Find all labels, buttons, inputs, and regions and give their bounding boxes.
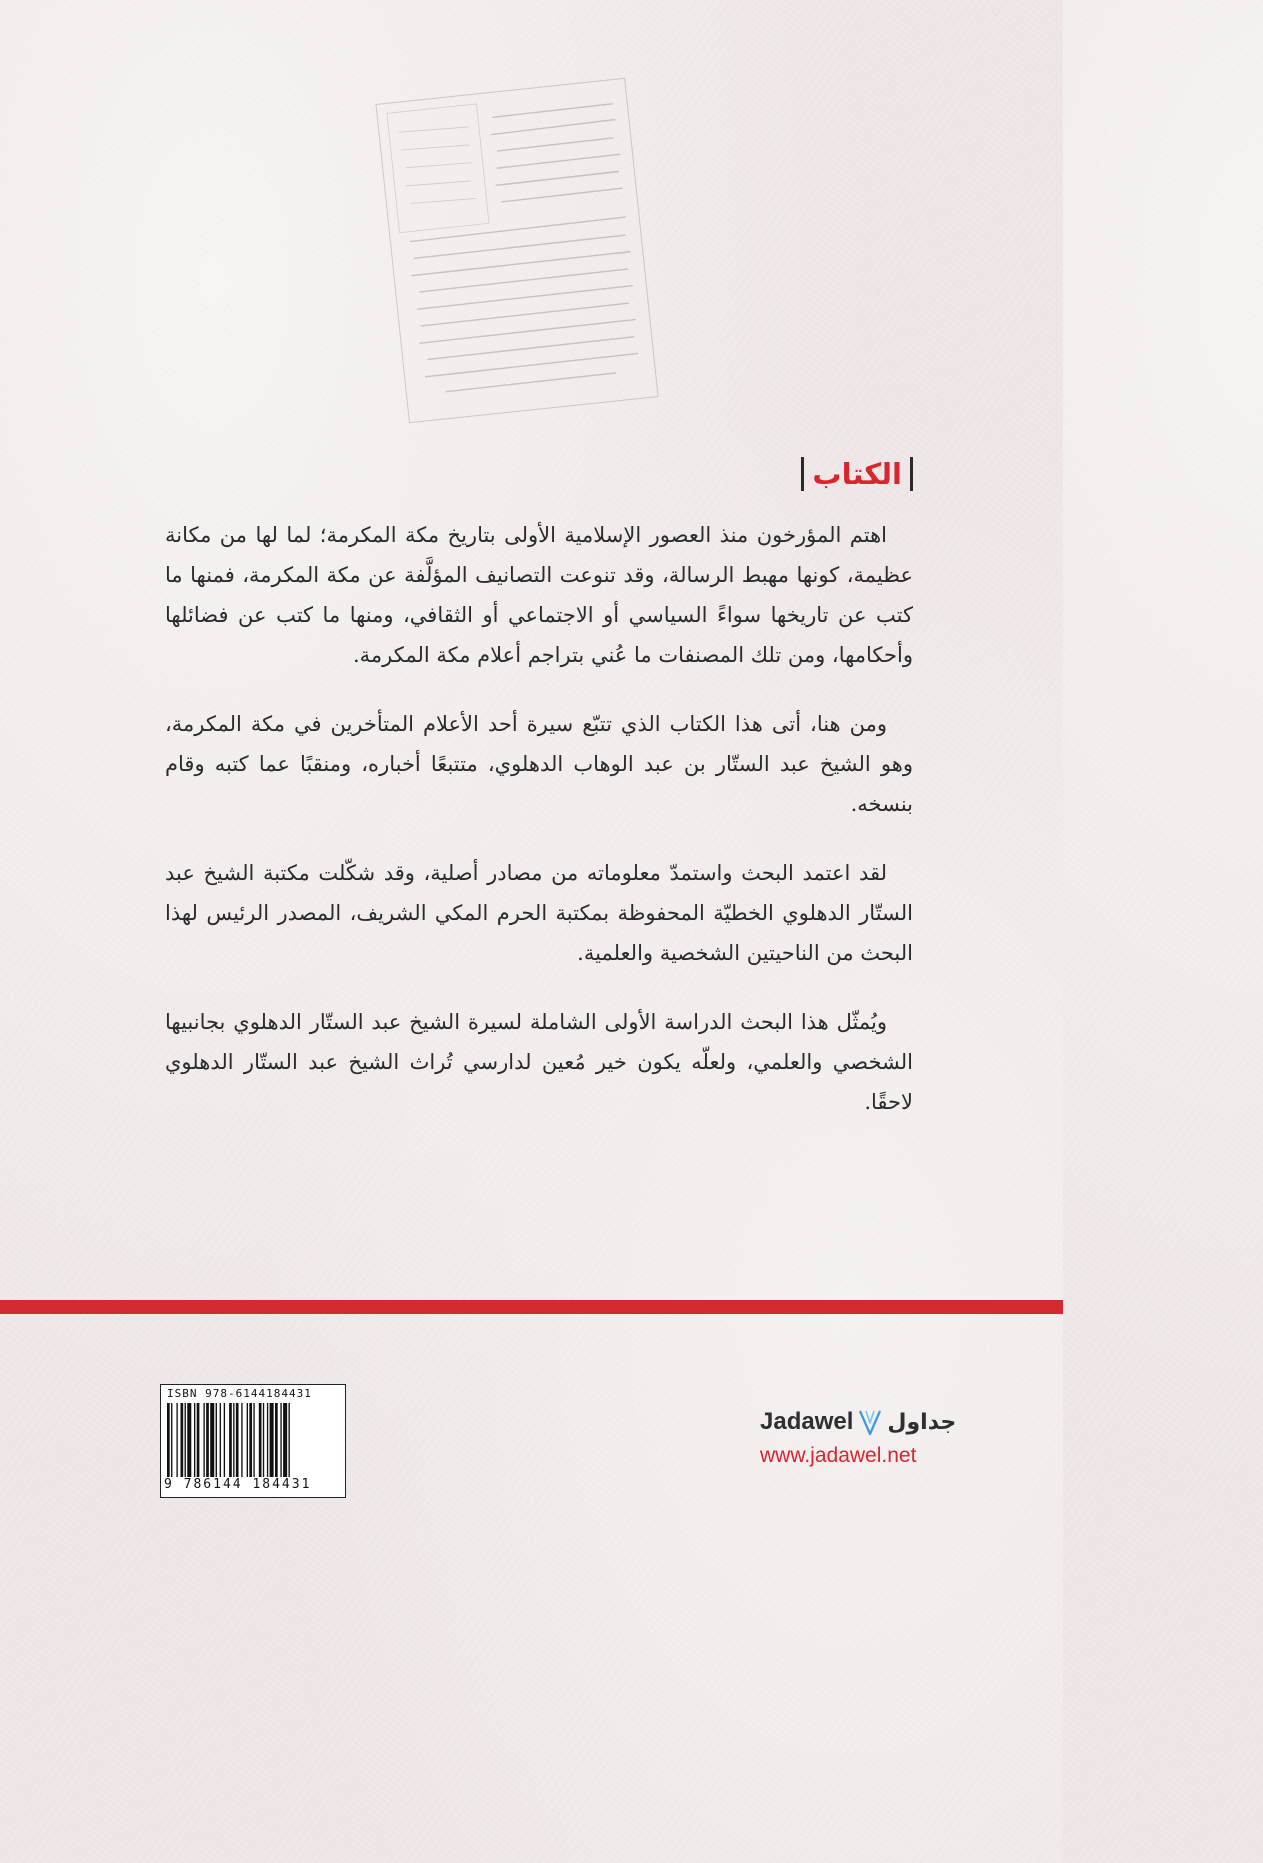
jadawel-v-logo-icon xyxy=(857,1407,883,1437)
barcode-bar xyxy=(185,1403,186,1477)
section-heading xyxy=(801,452,913,496)
publisher-name-latin: Jadawel xyxy=(760,1408,854,1435)
barcode-bar xyxy=(267,1403,268,1477)
blurb-paragraph: ومن هنا، أتى هذا الكتاب الذي تتبّع سيرة أحد الأعلام المتأخرين في مكة المكرمة، وهو الشيخ عبد الستّار بن عبد الوهاب الدهلوي، متتبعًا أخباره، ومنقبًا عما كتبه وقام بنسخه. xyxy=(165,712,913,816)
barcode-bar xyxy=(210,1403,214,1477)
barcode-bar xyxy=(229,1403,232,1477)
barcode-bar xyxy=(220,1403,221,1477)
barcode-bar xyxy=(263,1403,264,1477)
blurb-paragraph: لقد اعتمد البحث واستمدّ معلوماته من مصادر أصلية، وقد شكّلت مكتبة الشيخ عبد الستّار الدهلوي الخطيّة المحفوظة بمكتبة الحرم المكي الشريف، المصدر الرئيس لهذا البحث من الناحيتين الشخصية والعلمية. xyxy=(165,861,913,965)
publisher-url: www.jadawel.net xyxy=(760,1444,917,1467)
barcode-bar xyxy=(187,1403,191,1477)
barcode-bar xyxy=(181,1403,184,1477)
blurb-paragraph: ويُمثّل هذا البحث الدراسة الأولى الشاملة لسيرة الشيخ عبد الستّار الدهلوي بجانبيها الشخصي والعلمي، ولعلّه يكون خير مُعين لدارسي تُراث الشيخ عبد الستّار الدهلوي لاحقًا. xyxy=(165,1010,913,1114)
section-title: الكتاب xyxy=(812,457,902,491)
barcode-bar xyxy=(241,1403,242,1477)
barcode-bar xyxy=(216,1403,217,1477)
barcode-bar xyxy=(171,1403,172,1477)
barcode-bar xyxy=(194,1403,195,1477)
publisher-logo xyxy=(760,1402,965,1482)
barcode-bar xyxy=(176,1403,177,1477)
barcode-bar xyxy=(203,1403,204,1477)
heading-bar-right xyxy=(910,457,913,491)
manuscript-image xyxy=(372,70,672,430)
barcode-bar xyxy=(224,1403,225,1477)
barcode-bar xyxy=(259,1403,262,1477)
barcode-bar xyxy=(167,1403,170,1477)
isbn-label: ISBN 978-6144184431 xyxy=(167,1387,312,1400)
barcode-bar xyxy=(275,1403,278,1477)
barcode-bar xyxy=(236,1403,239,1477)
barcode-bar xyxy=(206,1403,209,1477)
publisher-name-arabic: جداول xyxy=(887,1409,957,1435)
blurb-text xyxy=(165,515,913,1151)
barcode-bar xyxy=(233,1403,234,1477)
barcode-bar xyxy=(249,1403,252,1477)
heading-bar-left xyxy=(801,457,804,491)
barcode-digits: 9 786144 184431 xyxy=(164,1477,312,1492)
isbn-barcode xyxy=(160,1384,346,1498)
barcode-bar xyxy=(270,1403,274,1477)
barcode-bar xyxy=(247,1403,248,1477)
barcode-bar xyxy=(289,1403,290,1477)
blurb-paragraph: اهتم المؤرخون منذ العصور الإسلامية الأولى بتاريخ مكة المكرمة؛ لما لها من مكانة عظيمة، كونها مهبط الرسالة، وقد تنوعت التصانيف المؤلَّفة عن مكة المكرمة، فمنها ما كتب عن تاريخها سواءً السياسي أو الاجتماعي أو الثقافي، ومنها ما كتب عن فضائلها وأحكامها، ومن تلك المصنفات ما عُني بتراجم أعلام مكة المكرمة. xyxy=(165,523,913,667)
barcode-bar xyxy=(283,1403,287,1477)
barcode-bars xyxy=(165,1403,341,1477)
barcode-bar xyxy=(280,1403,281,1477)
red-divider-band xyxy=(0,1300,1063,1314)
barcode-bar xyxy=(253,1403,254,1477)
barcode-bar xyxy=(197,1403,200,1477)
